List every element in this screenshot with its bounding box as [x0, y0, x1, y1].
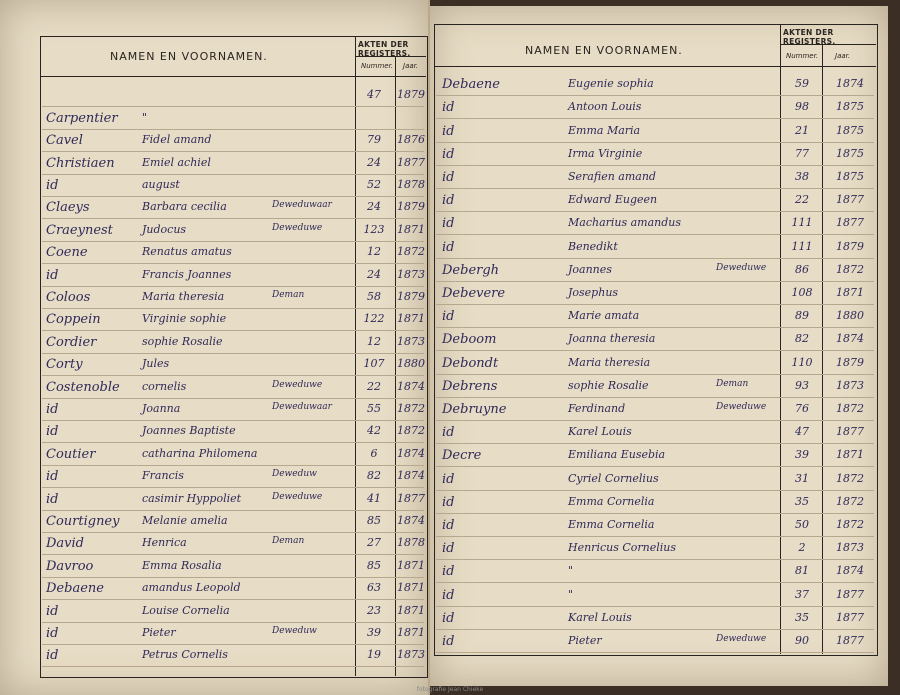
number-cell: 63: [367, 581, 381, 595]
firstnames-cell: Serafien amand: [568, 169, 656, 183]
surname-cell: Debaene: [442, 77, 500, 93]
year-cell: 1874: [836, 564, 864, 578]
surname-cell: Decre: [442, 448, 482, 464]
year-cell: 1877: [397, 491, 425, 505]
right-page: [430, 6, 888, 686]
firstnames-cell: amandus Leopold: [142, 581, 241, 595]
register-row: [42, 330, 424, 353]
number-cell: 12: [367, 334, 381, 348]
left-names-heading: NAMEN EN VOORNAMEN.: [110, 50, 268, 63]
left-number-heading: Nummer.: [361, 62, 394, 70]
number-cell: 41: [367, 491, 381, 505]
number-cell: 82: [795, 332, 809, 346]
year-cell: 1875: [836, 123, 864, 137]
firstnames-cell: Petrus Cornelis: [142, 648, 228, 662]
year-cell: 1877: [397, 155, 425, 169]
surname-cell: Debaene: [46, 581, 104, 597]
remark-cell: Deweduwaar: [272, 200, 332, 211]
surname-cell: Christiaen: [46, 155, 115, 171]
surname-cell: id: [442, 216, 455, 232]
number-cell: 21: [795, 123, 809, 137]
firstnames-cell: Emma Maria: [568, 123, 641, 137]
number-cell: 108: [791, 285, 813, 299]
year-cell: 1874: [397, 379, 425, 393]
firstnames-cell: Joanna theresia: [568, 332, 656, 346]
register-row: [436, 118, 874, 142]
firstnames-cell: Marie amata: [568, 309, 640, 323]
firstnames-cell: Irma Virginie: [568, 146, 643, 160]
register-row: [42, 353, 424, 376]
year-cell: 1877: [836, 193, 864, 207]
firstnames-cell: Francis Joannes: [142, 267, 232, 281]
number-cell: 110: [791, 355, 813, 369]
number-cell: 86: [795, 262, 809, 276]
firstnames-cell: Joanna: [142, 401, 181, 415]
surname-cell: Corty: [46, 357, 83, 373]
firstnames-cell: Emma Cornelia: [568, 517, 655, 531]
register-row: [436, 72, 874, 96]
firstnames-cell: Cyriel Cornelius: [568, 471, 659, 485]
year-cell: 1873: [397, 648, 425, 662]
register-row: [436, 559, 874, 583]
number-cell: 22: [367, 379, 381, 393]
year-cell: 1880: [397, 357, 425, 371]
register-row: [436, 327, 874, 351]
surname-cell: id: [46, 469, 59, 485]
surname-cell: id: [46, 401, 59, 417]
register-row: [42, 644, 424, 667]
year-cell: 1871: [836, 448, 864, 462]
year-cell: 1871: [397, 603, 425, 617]
register-row: [42, 174, 424, 197]
register-row: [436, 606, 874, 630]
register-row: [42, 599, 424, 622]
number-cell: 98: [795, 100, 809, 114]
right-names-heading: NAMEN EN VOORNAMEN.: [525, 44, 683, 57]
number-cell: 24: [367, 155, 381, 169]
firstnames-cell: Emma Rosalia: [142, 558, 222, 572]
firstnames-cell: Renatus amatus: [142, 245, 232, 259]
firstnames-cell: Ferdinand: [568, 401, 626, 415]
number-cell: 111: [791, 239, 813, 253]
firstnames-cell: Melanie amelia: [142, 513, 228, 527]
year-cell: 1875: [836, 100, 864, 114]
surname-cell: id: [442, 146, 455, 162]
year-cell: 1872: [397, 401, 425, 415]
register-row: [436, 374, 874, 398]
surname-cell: Cavel: [46, 133, 83, 149]
firstnames-cell: Emma Cornelia: [568, 494, 655, 508]
register-row: [42, 532, 424, 555]
number-cell: 79: [367, 133, 381, 147]
firstnames-cell: Antoon Louis: [568, 100, 642, 114]
firstnames-cell: Josephus: [568, 285, 619, 299]
surname-cell: Craeynest: [46, 222, 113, 238]
register-row: [42, 196, 424, 219]
firstnames-cell: Pieter: [568, 633, 602, 647]
surname-cell: Debevere: [442, 285, 506, 301]
surname-cell: id: [442, 193, 455, 209]
register-row: [42, 375, 424, 398]
number-cell: 107: [363, 357, 385, 371]
surname-cell: id: [46, 625, 59, 641]
number-cell: 6: [370, 446, 378, 460]
register-row: [436, 142, 874, 166]
year-cell: 1878: [397, 177, 425, 191]
register-row: [42, 577, 424, 600]
firstnames-cell: Macharius amandus: [568, 216, 682, 230]
number-cell: 82: [367, 469, 381, 483]
year-cell: 1876: [397, 133, 425, 147]
surname-cell: id: [46, 491, 59, 507]
register-row: [42, 465, 424, 488]
left-year-heading: Jaar.: [403, 62, 419, 70]
year-cell: 1872: [836, 517, 864, 531]
firstnames-cell: cornelis: [142, 379, 187, 393]
surname-cell: id: [46, 648, 59, 664]
year-cell: 1871: [397, 558, 425, 572]
year-cell: 1872: [836, 401, 864, 415]
register-row: [436, 165, 874, 189]
number-cell: 77: [795, 146, 809, 160]
firstnames-cell: sophie Rosalie: [142, 334, 223, 348]
surname-cell: id: [442, 425, 455, 441]
year-cell: 1879: [397, 289, 425, 303]
year-cell: 1873: [397, 334, 425, 348]
year-cell: 1877: [836, 610, 864, 624]
firstnames-cell: Fidel amand: [142, 133, 212, 147]
remark-cell: Deweduwaar: [272, 401, 332, 412]
number-cell: 38: [795, 169, 809, 183]
remark-cell: Deweduwe: [716, 262, 767, 273]
register-row: [436, 443, 874, 467]
surname-cell: Cordier: [46, 334, 97, 350]
firstnames-cell: Edward Eugeen: [568, 193, 658, 207]
firstnames-cell: Judocus: [142, 222, 187, 236]
register-row: [42, 442, 424, 465]
firstnames-cell: Maria theresia: [568, 355, 651, 369]
year-cell: 1874: [836, 332, 864, 346]
register-row: [436, 211, 874, 235]
number-cell: 24: [367, 267, 381, 281]
surname-cell: id: [46, 267, 59, 283]
year-cell: 1872: [397, 424, 425, 438]
surname-cell: Debrens: [442, 378, 498, 394]
number-cell: 93: [795, 378, 809, 392]
register-row: [436, 234, 874, 258]
year-cell: 1875: [836, 146, 864, 160]
register-row: [436, 95, 874, 119]
surname-cell: Deboom: [442, 332, 497, 348]
year-cell: 1877: [836, 587, 864, 601]
left-header-rule: [40, 76, 426, 77]
number-cell: 55: [367, 401, 381, 415]
register-row: [436, 397, 874, 421]
register-row: [42, 554, 424, 577]
number-cell: 89: [795, 309, 809, 323]
firstnames-cell: Karel Louis: [568, 425, 632, 439]
number-cell: 19: [367, 648, 381, 662]
right-number-heading: Nummer.: [786, 52, 819, 60]
right-header-rule: [434, 66, 876, 67]
firstnames-cell: Henricus Cornelius: [568, 541, 677, 555]
register-row: [42, 487, 424, 510]
firstnames-cell: Karel Louis: [568, 610, 632, 624]
register-row: [42, 398, 424, 421]
firstnames-cell: Emiel achiel: [142, 155, 211, 169]
remark-cell: Deweduwe: [716, 401, 767, 412]
register-row: [42, 510, 424, 533]
number-cell: 22: [795, 193, 809, 207]
remark-cell: Deman: [272, 536, 305, 547]
number-cell: 47: [795, 425, 809, 439]
surname-cell: Coloos: [46, 289, 91, 305]
number-cell: 122: [363, 312, 385, 326]
year-cell: 1873: [836, 541, 864, 555]
year-cell: 1879: [836, 239, 864, 253]
surname-cell: id: [442, 564, 455, 580]
year-cell: 1872: [397, 245, 425, 259]
firstnames-cell: catharina Philomena: [142, 446, 258, 460]
year-cell: 1877: [836, 216, 864, 230]
right-year-heading: Jaar.: [835, 52, 851, 60]
number-cell: 59: [795, 77, 809, 91]
year-cell: 1873: [397, 267, 425, 281]
register-row: [436, 513, 874, 537]
firstnames-cell: ": [568, 564, 574, 578]
register-row: [436, 629, 874, 653]
register-row: [436, 582, 874, 606]
year-cell: 1877: [836, 425, 864, 439]
remark-cell: Deweduwe: [272, 491, 323, 502]
surname-cell: id: [442, 633, 455, 649]
firstnames-cell: Benedikt: [568, 239, 618, 253]
remark-cell: Deman: [716, 378, 749, 389]
remark-cell: Deweduw: [272, 469, 317, 480]
register-row: [42, 420, 424, 443]
surname-cell: id: [442, 610, 455, 626]
year-cell: 1878: [397, 536, 425, 550]
year-cell: 1872: [836, 494, 864, 508]
photo-credit: fotografie Jean Chieke: [416, 686, 484, 693]
year-cell: 1879: [397, 200, 425, 214]
year-cell: 1872: [836, 262, 864, 276]
surname-cell: Costenoble: [46, 379, 120, 395]
number-cell: 27: [367, 536, 381, 550]
firstnames-cell: ": [568, 587, 574, 601]
surname-cell: Coppein: [46, 312, 101, 328]
surname-cell: Carpentier: [46, 110, 118, 126]
surname-cell: Debruyne: [442, 401, 507, 417]
number-cell: 81: [795, 564, 809, 578]
number-cell: 35: [795, 610, 809, 624]
left-page: [0, 0, 430, 695]
firstnames-cell: sophie Rosalie: [568, 378, 649, 392]
register-row: [42, 308, 424, 331]
number-cell: 31: [795, 471, 809, 485]
firstnames-cell: Joannes Baptiste: [142, 424, 236, 438]
firstnames-cell: Pieter: [142, 625, 176, 639]
firstnames-cell: Barbara cecilia: [142, 200, 227, 214]
year-cell: 1871: [836, 285, 864, 299]
number-cell: 52: [367, 177, 381, 191]
register-row: [436, 466, 874, 490]
year-cell: 1879: [397, 88, 425, 102]
number-cell: 58: [367, 289, 381, 303]
number-cell: 123: [363, 222, 385, 236]
year-cell: 1871: [397, 312, 425, 326]
register-row: [42, 263, 424, 286]
surname-cell: Coutier: [46, 446, 96, 462]
surname-cell: David: [46, 536, 84, 552]
surname-cell: id: [442, 123, 455, 139]
surname-cell: id: [442, 169, 455, 185]
firstnames-cell: Emiliana Eusebia: [568, 448, 666, 462]
register-row: [42, 84, 424, 107]
year-cell: 1871: [397, 625, 425, 639]
number-cell: 90: [795, 633, 809, 647]
remark-cell: Deweduwe: [272, 379, 323, 390]
surname-cell: id: [442, 309, 455, 325]
surname-cell: id: [442, 517, 455, 533]
register-row: [42, 241, 424, 264]
number-cell: 85: [367, 513, 381, 527]
firstnames-cell: ": [142, 110, 148, 124]
register-row: [436, 281, 874, 305]
remark-cell: Deweduwe: [272, 222, 323, 233]
number-cell: 85: [367, 558, 381, 572]
firstnames-cell: casimir Hyppoliet: [142, 491, 242, 505]
remark-cell: Deweduw: [272, 625, 317, 636]
surname-cell: Davroo: [46, 558, 94, 574]
year-cell: 1874: [397, 469, 425, 483]
number-cell: 39: [367, 625, 381, 639]
year-cell: 1874: [397, 446, 425, 460]
year-cell: 1877: [836, 633, 864, 647]
surname-cell: Debergh: [442, 262, 500, 278]
year-cell: 1872: [836, 471, 864, 485]
year-cell: 1874: [836, 77, 864, 91]
surname-cell: id: [442, 587, 455, 603]
register-row: [42, 286, 424, 309]
surname-cell: id: [442, 100, 455, 116]
register-row: [42, 218, 424, 241]
number-cell: 12: [367, 245, 381, 259]
firstnames-cell: Henrica: [142, 536, 187, 550]
year-cell: 1871: [397, 581, 425, 595]
number-cell: 23: [367, 603, 381, 617]
register-row: [436, 304, 874, 328]
firstnames-cell: Maria theresia: [142, 289, 225, 303]
register-row: [436, 420, 874, 444]
register-row: [436, 188, 874, 212]
register-row: [436, 258, 874, 282]
register-row: [436, 536, 874, 560]
number-cell: 39: [795, 448, 809, 462]
number-cell: 42: [367, 424, 381, 438]
surname-cell: id: [442, 471, 455, 487]
number-cell: 111: [791, 216, 813, 230]
surname-cell: id: [46, 424, 59, 440]
firstnames-cell: Eugenie sophia: [568, 77, 654, 91]
firstnames-cell: Jules: [142, 357, 170, 371]
firstnames-cell: Louise Cornelia: [142, 603, 230, 617]
surname-cell: id: [442, 494, 455, 510]
remark-cell: Deweduwe: [716, 633, 767, 644]
number-cell: 35: [795, 494, 809, 508]
surname-cell: Coene: [46, 245, 88, 261]
surname-cell: Claeys: [46, 200, 90, 216]
surname-cell: id: [442, 239, 455, 255]
register-row: [436, 350, 874, 374]
register-row: [42, 106, 424, 129]
firstnames-cell: Joannes: [568, 262, 612, 276]
surname-cell: id: [46, 177, 59, 193]
left-akten-heading: AKTEN DER REGISTERS.: [358, 40, 411, 58]
register-row: [42, 622, 424, 645]
surname-cell: Courtigney: [46, 513, 120, 529]
number-cell: 24: [367, 200, 381, 214]
year-cell: 1874: [397, 513, 425, 527]
firstnames-cell: august: [142, 177, 180, 191]
firstnames-cell: Francis: [142, 469, 184, 483]
surname-cell: id: [442, 541, 455, 557]
year-cell: 1875: [836, 169, 864, 183]
register-row: [436, 490, 874, 514]
number-cell: 76: [795, 401, 809, 415]
number-cell: 50: [795, 517, 809, 531]
number-cell: 47: [367, 88, 381, 102]
year-cell: 1873: [836, 378, 864, 392]
register-row: [42, 151, 424, 174]
number-cell: 2: [798, 541, 806, 555]
year-cell: 1880: [836, 309, 864, 323]
right-akten-heading: AKTEN DER REGISTERS.: [783, 28, 836, 46]
remark-cell: Deman: [272, 289, 305, 300]
firstnames-cell: Virginie sophie: [142, 312, 227, 326]
number-cell: 37: [795, 587, 809, 601]
surname-cell: id: [46, 603, 59, 619]
year-cell: 1871: [397, 222, 425, 236]
register-row: [42, 129, 424, 152]
year-cell: 1879: [836, 355, 864, 369]
surname-cell: Debondt: [442, 355, 499, 371]
